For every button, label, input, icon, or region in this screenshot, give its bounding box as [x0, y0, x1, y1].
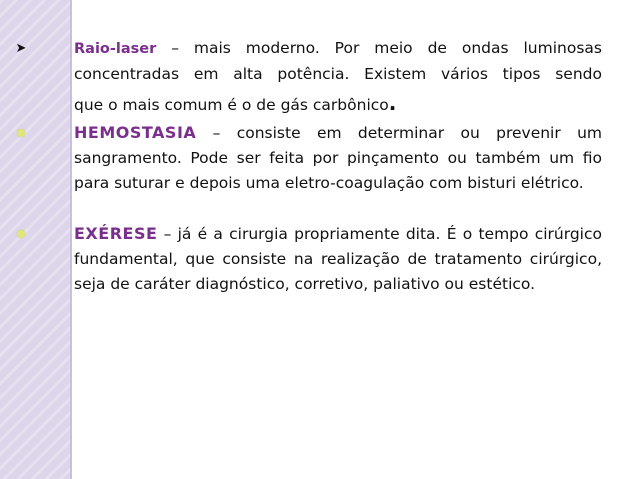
item-term: Raio-laser [74, 41, 157, 57]
item-paragraph [74, 120, 602, 196]
item-period: . [388, 91, 397, 115]
dot-bullet-icon [12, 120, 30, 145]
item-term: HEMOSTASIA [74, 123, 197, 142]
item-text: – mais moderno. Por meio de ondas luminosas concentradas em alta potência. Existem vários tipos sendo [74, 39, 602, 83]
list-item-exerese [74, 221, 602, 297]
band-divider [70, 0, 72, 479]
item-term: EXÉRESE [74, 224, 158, 243]
item-paragraph [74, 36, 602, 118]
item-paragraph [74, 221, 602, 297]
left-decorative-band [0, 0, 70, 479]
list-item-hemostasia [74, 120, 602, 196]
item-text-tail: que o mais comum é o de gás carbônico [74, 96, 389, 114]
arrow-bullet-icon: ➤ [15, 41, 27, 56]
dot-bullet-icon [12, 221, 30, 246]
item-text: – consiste em determinar ou prevenir um sangramento. Pode ser feita por pinçamento ou também um fio para suturar e depois uma eletro-coagulação com bisturi elétrico. [74, 124, 602, 192]
list-item-raio-laser [15, 36, 602, 118]
item-text: – já é a cirurgia propriamente dita. É o tempo cirúrgico fundamental, que consiste na realização de tratamento cirúrgico, seja de caráter diagnóstico, corretivo, paliativo ou estético. [74, 225, 602, 293]
slide-content [15, 36, 602, 297]
diagonal-stripes-pattern [0, 0, 70, 479]
